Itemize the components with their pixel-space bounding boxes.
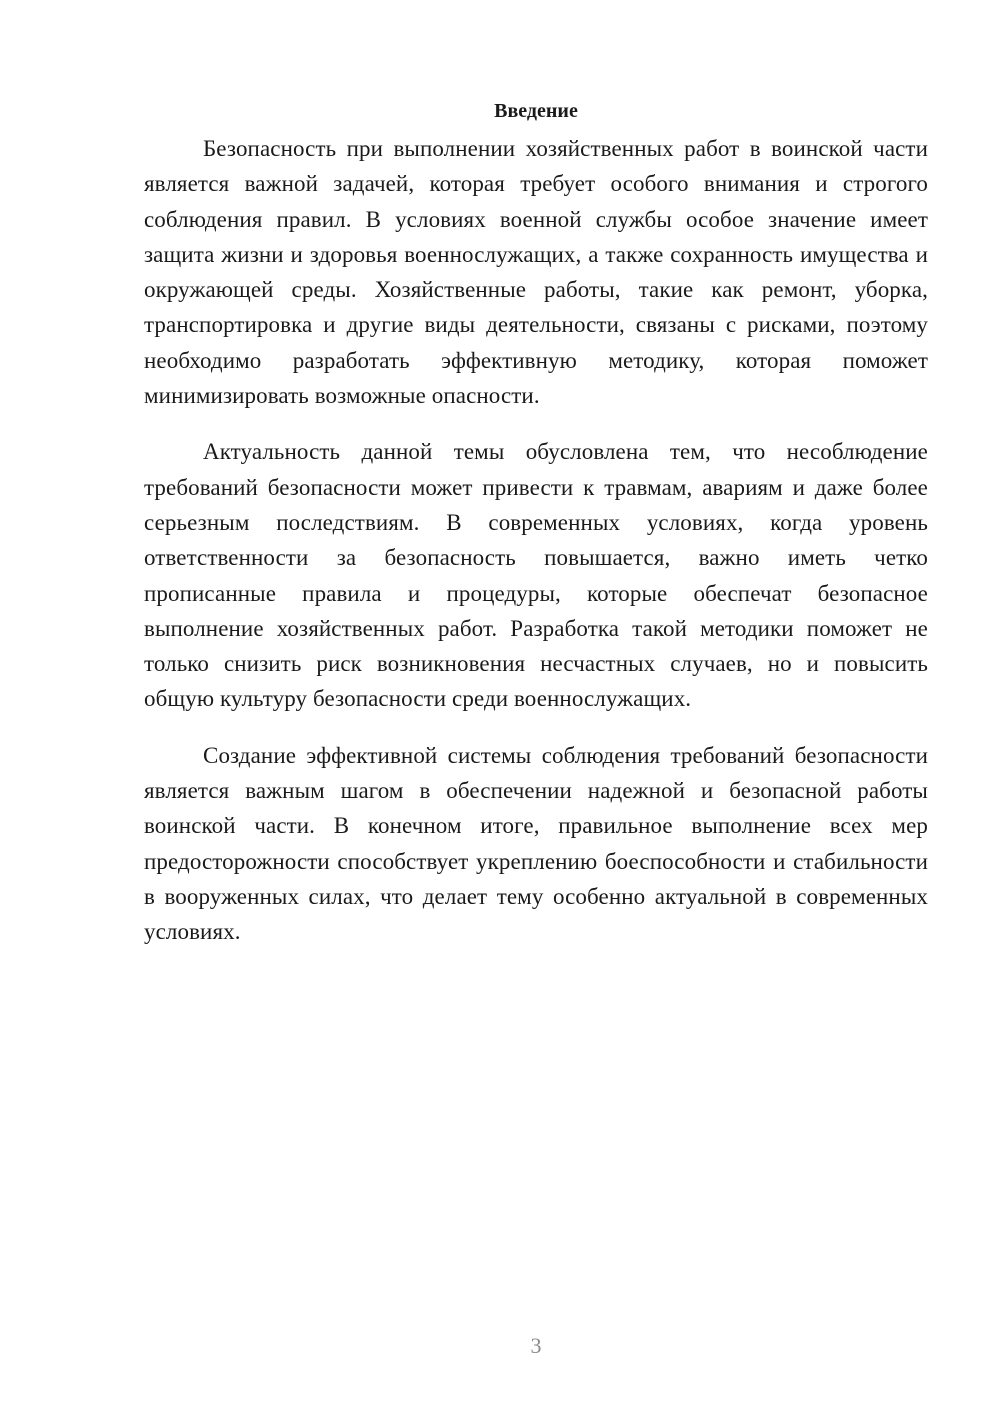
paragraph-2: Актуальность данной темы обусловлена тем, что несоблюдение требований безопасности может привести к травмам, авариям и даже более серьезным последствиям. В современных условиях, когда уровень ответственности за безопасность повышается, важно иметь четко прописанные правила и процедуры, которые обеспечат безопасное выполнение хозяйственных работ. Разработка такой методики поможет не только снизить риск возникновения несчастных случаев, но и повысить общую культуру безопасности среди военнослужащих.: [144, 439, 928, 712]
page-content: [144, 96, 928, 971]
paragraph-3: Создание эффективной системы соблюдения требований безопасности является важным шагом в обеспечении надежной и безопасной работы воинской части. В конечном итоге, правильное выполнение всех мер предосторожности способствует укреплению боеспособности и стабильности в вооруженных силах, что делает тему особенно актуальной в современных условиях.: [144, 742, 928, 945]
page-number: 3: [530, 1333, 542, 1358]
paragraph-1: Безопасность при выполнении хозяйственных работ в воинской части является важной задачей, которая требует особого внимания и строгого соблюдения правил. В условиях военной службы особое значение имеет защита жизни и здоровья военнослужащих, а также сохранность имущества и окружающей среды. Хозяйственные работы, такие как ремонт, уборка, транспортировка и другие виды деятельности, связаны с рисками, поэтому необходимо разработать эффективную методику, которая поможет минимизировать возможные опасности.: [144, 136, 928, 409]
section-title: Введение: [494, 100, 578, 122]
